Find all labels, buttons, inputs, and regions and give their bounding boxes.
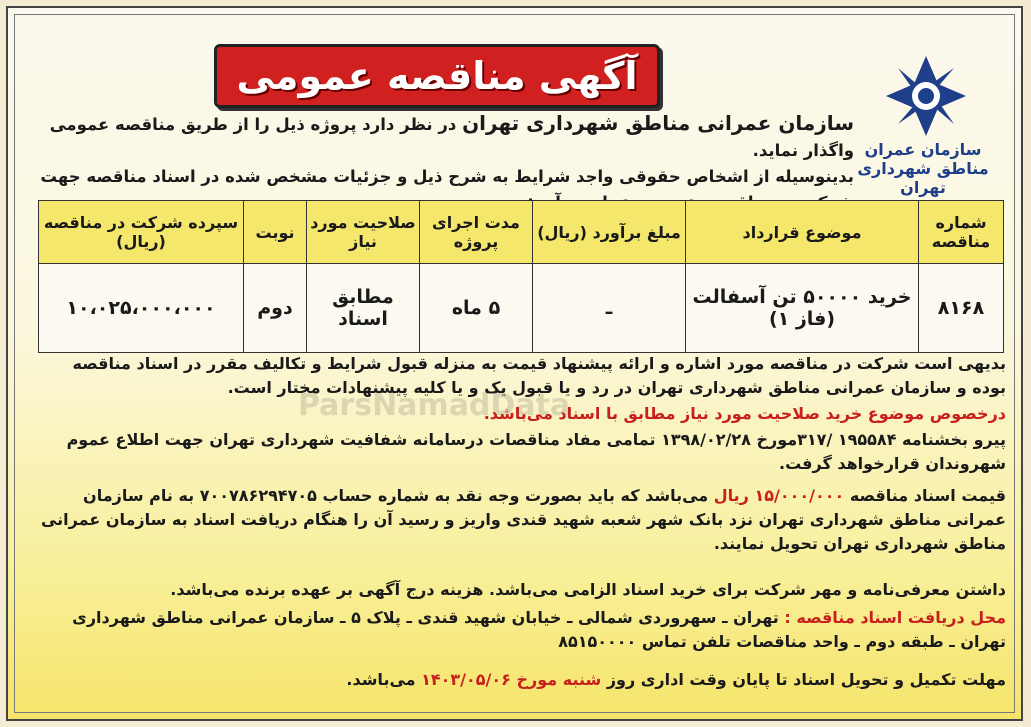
paragraph-conditions: بدیهی است شرکت در مناقصه مورد اشاره و ارائه پیشنهاد قیمت به منزله قبول شرایط و تکالیف مقرر در اسناد مناقصه بوده و سازمان عمرانی مناطق شهرداری تهران در رد و یا قبول یک و یا کلیه پیشنهادات مختار است. [72,354,1006,397]
cell-round: دوم [244,264,307,353]
paragraph-transparency: پیرو بخشنامه ۱۹۵۵۸۴ /۳۱۷مورخ ۱۳۹۸/۰۲/۲۸ تمامی مفاد مناقصات درسامانه شفافیت شهرداری تهران جهت اطلاع عموم شهروندان قرارخواهد گرفت. [66,430,1006,473]
cell-subject: خرید ۵۰۰۰۰ تن آسفالت (فاز ۱) [686,264,919,353]
header-subject: موضوع قرارداد [686,201,919,264]
header-qualification: صلاحیت مورد نیاز [307,201,420,264]
paragraph-qualification: درخصوص موضوع خرید صلاحیت مورد نیاز مطابق با اسناد می‌باشد. [483,404,1006,423]
cell-duration: ۵ ماه [420,264,533,353]
header-deposit: سپرده شرکت در مناقصه (ریال) [39,201,244,264]
deadline-suffix: می‌باشد. [346,670,422,689]
paragraph-requirements: داشتن معرفی‌نامه و مهر شرکت برای خرید اسناد الزامی می‌باشد. هزینه درج آگهی بر عهده برنده می‌باشد. [170,580,1006,599]
cell-estimate: ـ [533,264,686,353]
header-duration: مدت اجرای پروژه [420,201,533,264]
cell-qualification: مطابق اسناد [307,264,420,353]
ad-title-banner [214,44,660,108]
price-details: می‌باشد که باید بصورت وجه نقد به شماره حساب ۷۰۰۷۸۶۲۹۴۷۰۵ به نام سازمان عمرانی مناطق شهرداری تهران نزد بانک شهر شعبه شهید قندی واریز و رسید آن را هنگام دریافت اسناد به سازمان عمرانی مناطق شهرداری تهران تحویل نمایند. [40,486,1006,553]
cell-deposit: ۱۰،۰۲۵،۰۰۰،۰۰۰ [39,264,244,353]
ad-page [6,6,1023,721]
ad-title: آگهی مناقصه عمومی [236,54,638,98]
paragraph-document-price [34,484,1006,556]
header-tender-number: شماره مناقصه [919,201,1004,264]
intro-line2: بدینوسیله از اشخاص حقوقی واجد شرایط به شرح ذیل و جزئیات مشخص شده در اسناد مناقصه جهت [40,167,854,186]
address-text: تهران ـ سهروردی شمالی ـ خیابان شهید قندی ـ پلاک ۵ ـ سازمان عمرانی مناطق شهرداری تهران ـ طبقه دوم ـ واحد مناقصات تلفن تماس ۸۵۱۵۰۰۰۰ [72,608,1006,651]
intro-line1: در نظر دارد پروژه ذیل را از طریق مناقصه عمومی واگذار نماید. [49,115,854,160]
deadline-prefix: مهلت تکمیل و تحویل اسناد تا پایان وقت اداری روز [601,670,1006,689]
address-label: محل دریافت اسناد مناقصه : [784,608,1006,627]
document-price: ۱۵/۰۰۰/۰۰۰ ریال [713,486,845,505]
deadline-date: شنبه مورخ ۱۴۰۳/۰۵/۰۶ [421,670,602,689]
table-row [39,264,1004,353]
logo-caption: سازمان عمران مناطق شهرداری تهران [857,140,989,197]
paragraph-deadline [34,668,1006,692]
watermark: ParsNamadData [298,388,571,423]
tender-table [38,200,1004,353]
header-round: نوبت [244,201,307,264]
cell-tender-number: ۸۱۶۸ [919,264,1004,353]
paragraph-address [34,606,1006,654]
table-header-row [39,201,1004,264]
organization-name: سازمان عمرانی مناطق شهرداری تهران [462,111,854,135]
price-prefix: قیمت اسناد مناقصه [844,486,1006,505]
header-estimate: مبلغ برآورد (ریال) [533,201,686,264]
